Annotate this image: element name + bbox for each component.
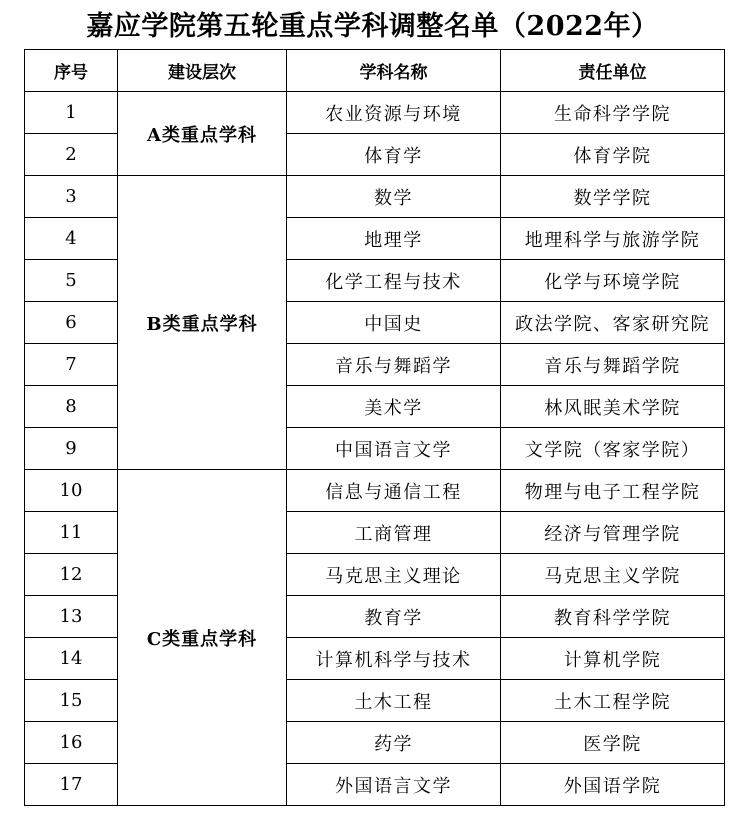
responsible-unit: 林风眠美术学院 (501, 386, 725, 428)
subject-name: 工商管理 (287, 512, 501, 554)
subject-name: 化学工程与技术 (287, 260, 501, 302)
responsible-unit: 教育科学学院 (501, 596, 725, 638)
subject-name: 药学 (287, 722, 501, 764)
row-number: 9 (25, 428, 118, 470)
subject-name: 中国史 (287, 302, 501, 344)
row-number: 2 (25, 134, 118, 176)
row-number: 16 (25, 722, 118, 764)
row-number: 7 (25, 344, 118, 386)
row-number: 14 (25, 638, 118, 680)
responsible-unit: 音乐与舞蹈学院 (501, 344, 725, 386)
row-number: 10 (25, 470, 118, 512)
responsible-unit: 马克思主义学院 (501, 554, 725, 596)
subject-name: 外国语言文学 (287, 764, 501, 806)
subject-name: 教育学 (287, 596, 501, 638)
header-level: 建设层次 (118, 50, 287, 92)
level-b-cell: B类重点学科 (118, 176, 287, 470)
row-number: 15 (25, 680, 118, 722)
subject-name: 数学 (287, 176, 501, 218)
row-number: 12 (25, 554, 118, 596)
subject-name: 美术学 (287, 386, 501, 428)
responsible-unit: 土木工程学院 (501, 680, 725, 722)
row-number: 5 (25, 260, 118, 302)
row-number: 4 (25, 218, 118, 260)
table-row (25, 470, 725, 512)
subject-name: 中国语言文学 (287, 428, 501, 470)
header-subject: 学科名称 (287, 50, 501, 92)
subject-name: 农业资源与环境 (287, 92, 501, 134)
responsible-unit: 文学院（客家学院） (501, 428, 725, 470)
responsible-unit: 政法学院、客家研究院 (501, 302, 725, 344)
subject-name: 音乐与舞蹈学 (287, 344, 501, 386)
header-no: 序号 (25, 50, 118, 92)
subject-name: 体育学 (287, 134, 501, 176)
subject-name: 计算机科学与技术 (287, 638, 501, 680)
row-number: 17 (25, 764, 118, 806)
responsible-unit: 计算机学院 (501, 638, 725, 680)
table-header-row (25, 50, 725, 92)
table-row (25, 92, 725, 134)
subject-name: 马克思主义理论 (287, 554, 501, 596)
row-number: 3 (25, 176, 118, 218)
page-title: 嘉应学院第五轮重点学科调整名单（2022年） (86, 11, 659, 42)
responsible-unit: 地理科学与旅游学院 (501, 218, 725, 260)
subject-name: 信息与通信工程 (287, 470, 501, 512)
subject-name: 地理学 (287, 218, 501, 260)
responsible-unit: 数学学院 (501, 176, 725, 218)
subject-name: 土木工程 (287, 680, 501, 722)
responsible-unit: 经济与管理学院 (501, 512, 725, 554)
header-unit: 责任单位 (501, 50, 725, 92)
level-a-cell: A类重点学科 (118, 92, 287, 176)
level-c-cell: C类重点学科 (118, 470, 287, 806)
responsible-unit: 生命科学学院 (501, 92, 725, 134)
responsible-unit: 外国语学院 (501, 764, 725, 806)
row-number: 13 (25, 596, 118, 638)
discipline-table (24, 49, 725, 806)
row-number: 1 (25, 92, 118, 134)
table-row (25, 176, 725, 218)
row-number: 6 (25, 302, 118, 344)
responsible-unit: 物理与电子工程学院 (501, 470, 725, 512)
responsible-unit: 医学院 (501, 722, 725, 764)
responsible-unit: 化学与环境学院 (501, 260, 725, 302)
responsible-unit: 体育学院 (501, 134, 725, 176)
row-number: 8 (25, 386, 118, 428)
row-number: 11 (25, 512, 118, 554)
